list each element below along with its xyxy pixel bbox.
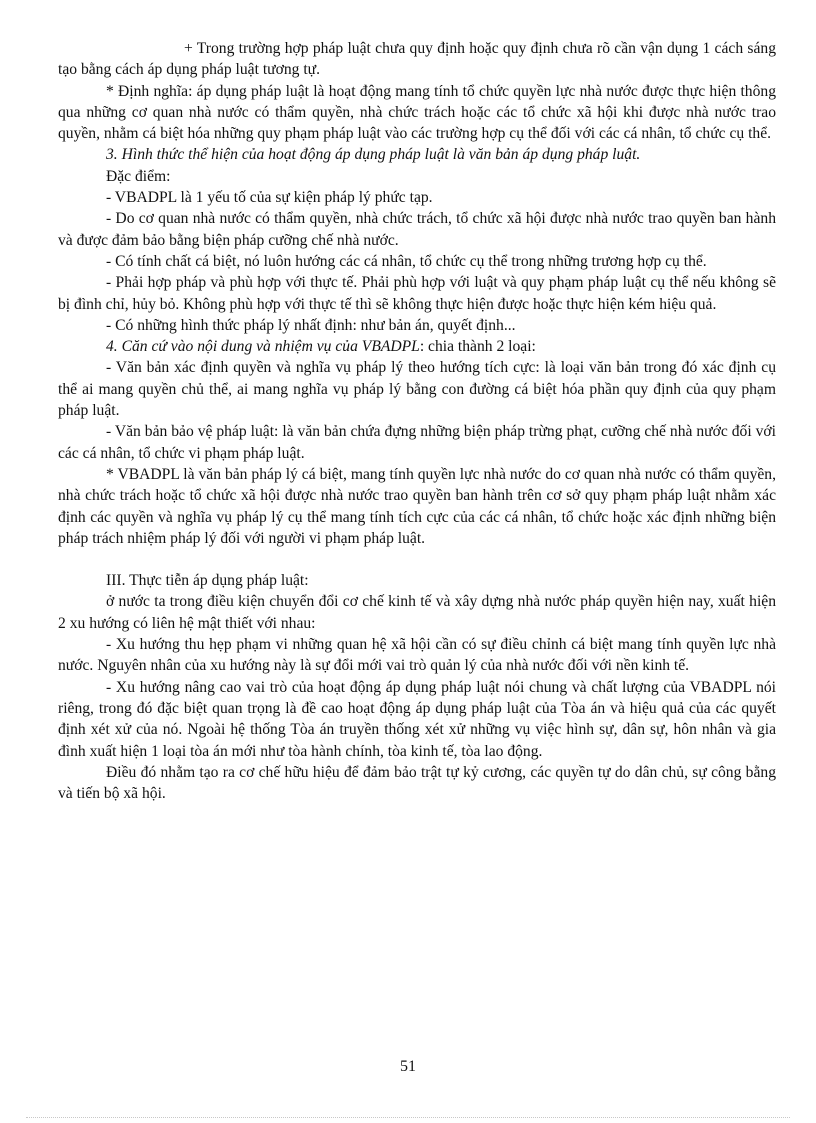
section-3-heading: 3. Hình thức thể hiện của hoạt động áp dụng pháp luật là văn bản áp dụng pháp luật. — [106, 146, 641, 164]
feature-item-4: - Phải hợp pháp và phù hợp với thực tế. Phải phù hợp với luật và quy phạm pháp luật cụ thể nếu không sẽ bị đình chỉ, hủy bỏ. Không phù hợp với thực tế thì sẽ không thực hiện được hoặc thực hiện kém hiệu quả. — [58, 274, 776, 313]
section-4-tail: : chia thành 2 loại: — [419, 338, 536, 356]
page-number: 51 — [400, 1058, 416, 1075]
trend-item-2: - Xu hướng nâng cao vai trò của hoạt động áp dụng pháp luật nói chung và chất lượng của VBADPL nói riêng, trong đó đặc biệt quan trọng là đề cao hoạt động áp dụng pháp luật của Tòa án và hiệu quả của các quyết định xét xử của nó. Ngoài hệ thống Tòa án truyền thống xét xử những vụ việc hình sự, dân sự, hôn nhân và gia đình xuất hiện 1 loại tòa án mới như tòa hành chính, tòa kinh tế, tòa lao động. — [58, 678, 776, 760]
section-4-heading: 4. Căn cứ vào nội dung và nhiệm vụ của VBADPL — [106, 338, 420, 356]
paragraph-definition: * Định nghĩa: áp dụng pháp luật là hoạt động mang tính tổ chức quyền lực nhà nước được thực hiện thông qua những cơ quan nhà nước có thẩm quyền, nhà chức trách hoặc các tổ chức xã hội khi được nhà nước trao quyền, nhằm cá biệt hóa những quy phạm pháp luật vào các trường hợp cụ thể đối với các cá nhân, tổ chức cụ thể. — [58, 82, 776, 143]
paragraph-context: ở nước ta trong điều kiện chuyển đổi cơ chế kinh tế và xây dựng nhà nước pháp quyền hiện nay, xuất hiện 2 xu hướng có liên hệ mật thiết với nhau: — [58, 593, 776, 632]
paragraph-analogy: + Trong trường hợp pháp luật chưa quy định hoặc quy định chưa rõ cần vận dụng 1 cách sáng tạo bằng cách áp dụng pháp luật tương tự. — [58, 40, 776, 79]
trend-item-1: - Xu hướng thu hẹp phạm vi những quan hệ xã hội cần có sự điều chỉnh cá biệt mang tính quyền lực nhà nước. Nguyên nhân của xu hướng này là sự đổi mới vai trò quản lý của nhà nước đối với nền kinh tế. — [58, 636, 776, 675]
type-item-2: - Văn bản bảo vệ pháp luật: là văn bản chứa đựng những biện pháp trừng phạt, cưỡng chế nhà nước đối với các cá nhân, tổ chức vi phạm pháp luật. — [58, 423, 776, 462]
feature-item-3: - Có tính chất cá biệt, nó luôn hướng các cá nhân, tổ chức cụ thể trong những trương hợp cụ thể. — [106, 252, 707, 270]
section-iii-heading: III. Thực tiễn áp dụng pháp luật: — [106, 572, 309, 590]
footer-divider — [26, 1117, 790, 1118]
feature-item-1: - VBADPL là 1 yếu tố của sự kiện pháp lý phức tạp. — [106, 189, 433, 207]
paragraph-vbadpl-definition: * VBADPL là văn bản pháp lý cá biệt, mang tính quyền lực nhà nước do cơ quan nhà nước có thẩm quyền, nhà chức trách hoặc tổ chức xã hội được nhà nước trao quyền ban hành trên cơ sở quy phạm pháp luật nhằm xác định các quyền và nghĩa vụ pháp lý cụ thể mang tính tích cực của các cá nhân, tổ chức hoặc xác định những biện pháp trách nhiệm pháp lý đối với người vi phạm pháp luật. — [58, 465, 776, 547]
feature-item-5: - Có những hình thức pháp lý nhất định: như bản án, quyết định... — [106, 316, 516, 334]
features-label: Đặc điểm: — [106, 167, 171, 185]
spacer — [58, 549, 776, 570]
page-content — [58, 38, 776, 804]
type-item-1: - Văn bản xác định quyền và nghĩa vụ pháp lý theo hướng tích cực: là loại văn bản trong đó xác định cụ thể ai mang quyền chủ thể, ai mang nghĩa vụ pháp lý bằng con đường cá biệt hóa phần quy định của quy phạm pháp luật. — [58, 359, 776, 420]
feature-item-2: - Do cơ quan nhà nước có thẩm quyền, nhà chức trách, tổ chức xã hội được nhà nước trao quyền ban hành và được đảm bảo bằng biện pháp cưỡng chế nhà nước. — [58, 210, 776, 249]
paragraph-conclusion: Điều đó nhằm tạo ra cơ chế hữu hiệu để đảm bảo trật tự kỷ cương, các quyền tự do dân chủ, sự công bằng và tiến bộ xã hội. — [58, 763, 776, 803]
section-4-line — [58, 336, 776, 357]
